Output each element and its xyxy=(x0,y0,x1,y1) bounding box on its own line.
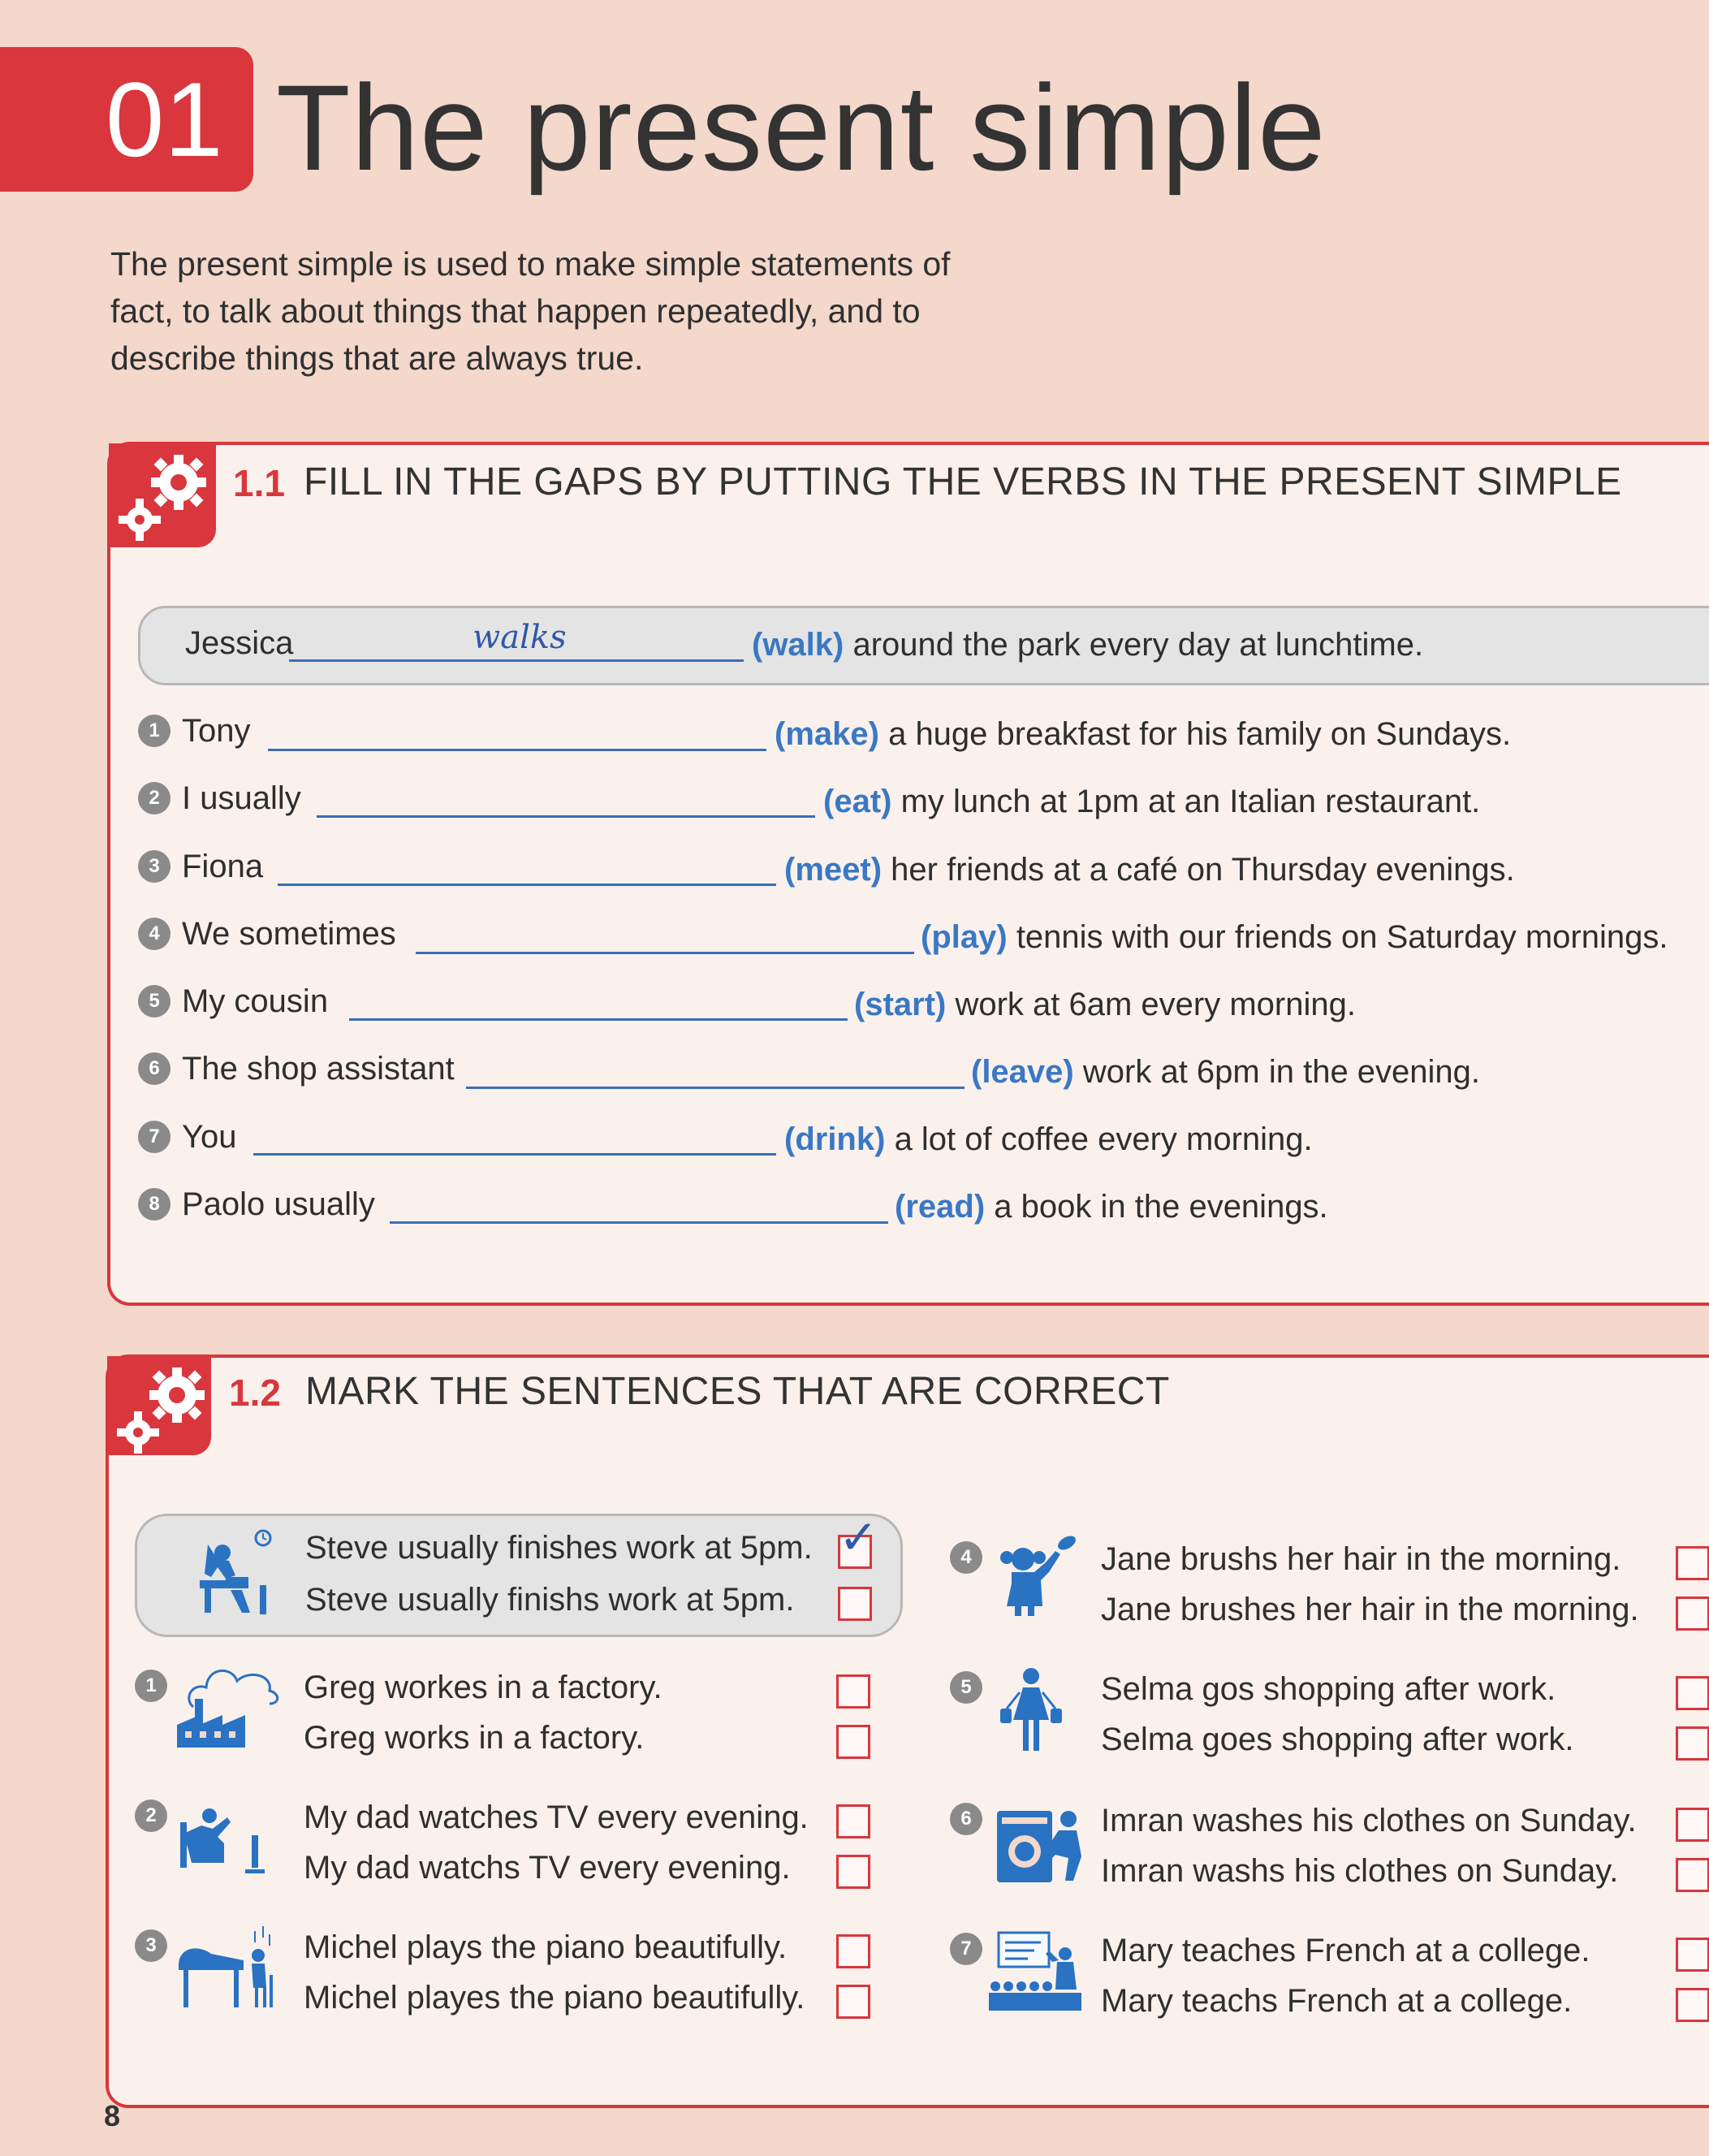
item-number-badge: 4 xyxy=(950,1541,982,1574)
item-number-badge: 4 xyxy=(138,918,170,950)
sentence-b: Imran washs his clothes on Sunday. xyxy=(1101,1853,1619,1889)
answer-gap[interactable] xyxy=(349,1018,848,1021)
item-subject: Paolo usually xyxy=(182,1186,375,1222)
answer-gap[interactable] xyxy=(253,1153,776,1156)
checkbox-a[interactable] xyxy=(1676,1808,1709,1842)
item-verb: (meet) xyxy=(784,852,883,888)
item-verb-and-rest xyxy=(784,1115,1313,1164)
factory-icon xyxy=(175,1650,289,1751)
item-number-badge: 7 xyxy=(138,1121,170,1153)
sentence-a: Selma gos shopping after work. xyxy=(1101,1671,1556,1707)
item-verb-and-rest xyxy=(921,913,1668,961)
example-subject: Jessica xyxy=(185,625,294,661)
sentence-a: Michel plays the piano beautifully. xyxy=(304,1929,788,1965)
example-checkbox-b[interactable] xyxy=(838,1587,872,1621)
item-rest: a huge breakfast for his family on Sundays. xyxy=(888,716,1512,752)
gears-icon xyxy=(114,1361,211,1455)
page-title: The present simple xyxy=(276,59,1327,196)
item-verb-and-rest xyxy=(854,980,1356,1029)
hair-brushing-icon xyxy=(995,1527,1085,1618)
checkbox-b[interactable] xyxy=(836,1985,870,2019)
item-subject: Fiona xyxy=(182,849,264,884)
answer-gap[interactable] xyxy=(466,1087,965,1089)
example-verb: (walk) xyxy=(752,627,844,663)
teacher-class-icon xyxy=(987,1929,1085,2012)
person-at-desk-clock-icon xyxy=(193,1528,274,1618)
item-rest: tennis with our friends on Saturday mornings. xyxy=(1016,919,1668,955)
item-verb: (drink) xyxy=(784,1121,886,1157)
item-number-badge: 7 xyxy=(950,1933,982,1965)
example-answer-gap xyxy=(289,659,744,662)
item-number-badge: 1 xyxy=(138,715,170,747)
unit-number: 01 xyxy=(106,60,223,179)
checkbox-a[interactable] xyxy=(836,1934,870,1968)
gears-icon xyxy=(115,448,213,542)
sentence-a: Imran washes his clothes on Sunday. xyxy=(1101,1803,1637,1838)
item-subject: The shop assistant xyxy=(182,1051,455,1087)
example-verb-and-rest xyxy=(752,620,1423,669)
sentence-a: Mary teaches French at a college. xyxy=(1101,1933,1590,1968)
item-number-badge: 6 xyxy=(950,1803,982,1835)
item-subject: You xyxy=(182,1119,237,1155)
item-subject: My cousin xyxy=(182,983,329,1019)
sentence-b: Selma goes shopping after work. xyxy=(1101,1722,1574,1757)
exercise-1-1-title: FILL IN THE GAPS BY PUTTING THE VERBS IN THE PRESENT SIMPLE xyxy=(304,460,1622,503)
item-verb-and-rest xyxy=(895,1182,1328,1231)
item-number-badge: 5 xyxy=(138,985,170,1018)
checkbox-a[interactable] xyxy=(1676,1938,1709,1972)
item-subject: I usually xyxy=(182,780,301,816)
checkbox-b[interactable] xyxy=(836,1725,870,1759)
sentence-a: My dad watches TV every evening. xyxy=(304,1800,809,1835)
item-number-badge: 8 xyxy=(138,1188,170,1221)
sentence-b: Mary teachs French at a college. xyxy=(1101,1983,1573,2019)
exercise-1-1-tab xyxy=(109,443,216,547)
sentence-b: Michel playes the piano beautifully. xyxy=(304,1980,805,2016)
item-subject: Tony xyxy=(182,713,251,749)
checkbox-b[interactable] xyxy=(1676,1596,1709,1631)
answer-gap[interactable] xyxy=(278,884,776,886)
item-number-badge: 2 xyxy=(138,782,170,814)
sentence-b: Greg works in a factory. xyxy=(304,1720,645,1756)
answer-gap[interactable] xyxy=(317,815,815,818)
item-number-badge: 1 xyxy=(135,1670,167,1702)
item-verb-and-rest xyxy=(775,710,1511,758)
washing-machine-icon xyxy=(995,1808,1085,1886)
tick-mark-icon: ✓ xyxy=(839,1511,878,1564)
answer-gap[interactable] xyxy=(416,952,914,954)
item-verb-and-rest xyxy=(823,777,1480,826)
item-rest: her friends at a café on Thursday evenings. xyxy=(891,852,1515,888)
exercise-1-2-tab xyxy=(107,1356,211,1455)
example-checkbox-a[interactable] xyxy=(838,1511,878,1569)
intro-text: The present simple is used to make simple statements of fact, to talk about things that happen repeatedly, and to describe things that are always true. xyxy=(110,245,951,377)
checkbox-a[interactable] xyxy=(1676,1676,1709,1710)
item-verb: (eat) xyxy=(823,784,892,819)
checkbox-a[interactable] xyxy=(836,1804,870,1838)
item-verb-and-rest xyxy=(784,845,1515,894)
answer-gap[interactable] xyxy=(390,1221,888,1224)
item-number-badge: 3 xyxy=(135,1929,167,1962)
item-rest: a book in the evenings. xyxy=(994,1189,1328,1225)
exercise-1-2-number: 1.2 xyxy=(229,1372,281,1414)
example-sentence-a: Steve usually finishes work at 5pm. xyxy=(305,1530,813,1566)
item-verb: (read) xyxy=(895,1189,986,1225)
item-verb: (leave) xyxy=(971,1054,1074,1090)
item-number-badge: 6 xyxy=(138,1052,170,1085)
checkbox-b[interactable] xyxy=(836,1855,870,1889)
item-rest: work at 6am every morning. xyxy=(955,987,1356,1022)
answer-gap[interactable] xyxy=(268,749,766,751)
item-verb-and-rest xyxy=(971,1048,1480,1096)
example-rest: around the park every day at lunchtime. xyxy=(852,627,1424,663)
sentence-b: Jane brushes her hair in the morning. xyxy=(1101,1592,1639,1627)
page-number: 8 xyxy=(104,2099,121,2132)
item-rest: a lot of coffee every morning. xyxy=(894,1121,1313,1157)
exercise-1-1-number: 1.1 xyxy=(233,462,285,504)
checkbox-b[interactable] xyxy=(1676,1858,1709,1892)
checkbox-a[interactable] xyxy=(836,1674,870,1709)
item-number-badge: 3 xyxy=(138,850,170,883)
shopper-icon xyxy=(999,1666,1064,1756)
checkbox-b[interactable] xyxy=(1676,1726,1709,1761)
tv-viewer-icon xyxy=(177,1801,268,1879)
item-number-badge: 5 xyxy=(950,1671,982,1704)
sentence-b: My dad watchs TV every evening. xyxy=(304,1850,791,1886)
item-number-badge: 2 xyxy=(135,1800,167,1832)
checkbox-b[interactable] xyxy=(1676,1988,1709,2022)
example-sentence-b: Steve usually finishs work at 5pm. xyxy=(305,1582,795,1618)
piano-player-icon xyxy=(174,1923,283,2012)
sentence-a: Jane brushs her hair in the morning. xyxy=(1101,1541,1621,1577)
item-rest: my lunch at 1pm at an Italian restaurant. xyxy=(900,784,1481,819)
sentence-a: Greg workes in a factory. xyxy=(304,1670,662,1705)
item-subject: We sometimes xyxy=(182,916,396,952)
item-verb: (play) xyxy=(921,919,1008,955)
item-rest: work at 6pm in the evening. xyxy=(1082,1054,1481,1090)
exercise-1-2-title: MARK THE SENTENCES THAT ARE CORRECT xyxy=(305,1370,1170,1413)
checkbox-a[interactable] xyxy=(1676,1546,1709,1580)
example-handwritten-answer: walks xyxy=(473,619,567,656)
item-verb: (make) xyxy=(775,716,879,752)
item-verb: (start) xyxy=(854,987,947,1022)
